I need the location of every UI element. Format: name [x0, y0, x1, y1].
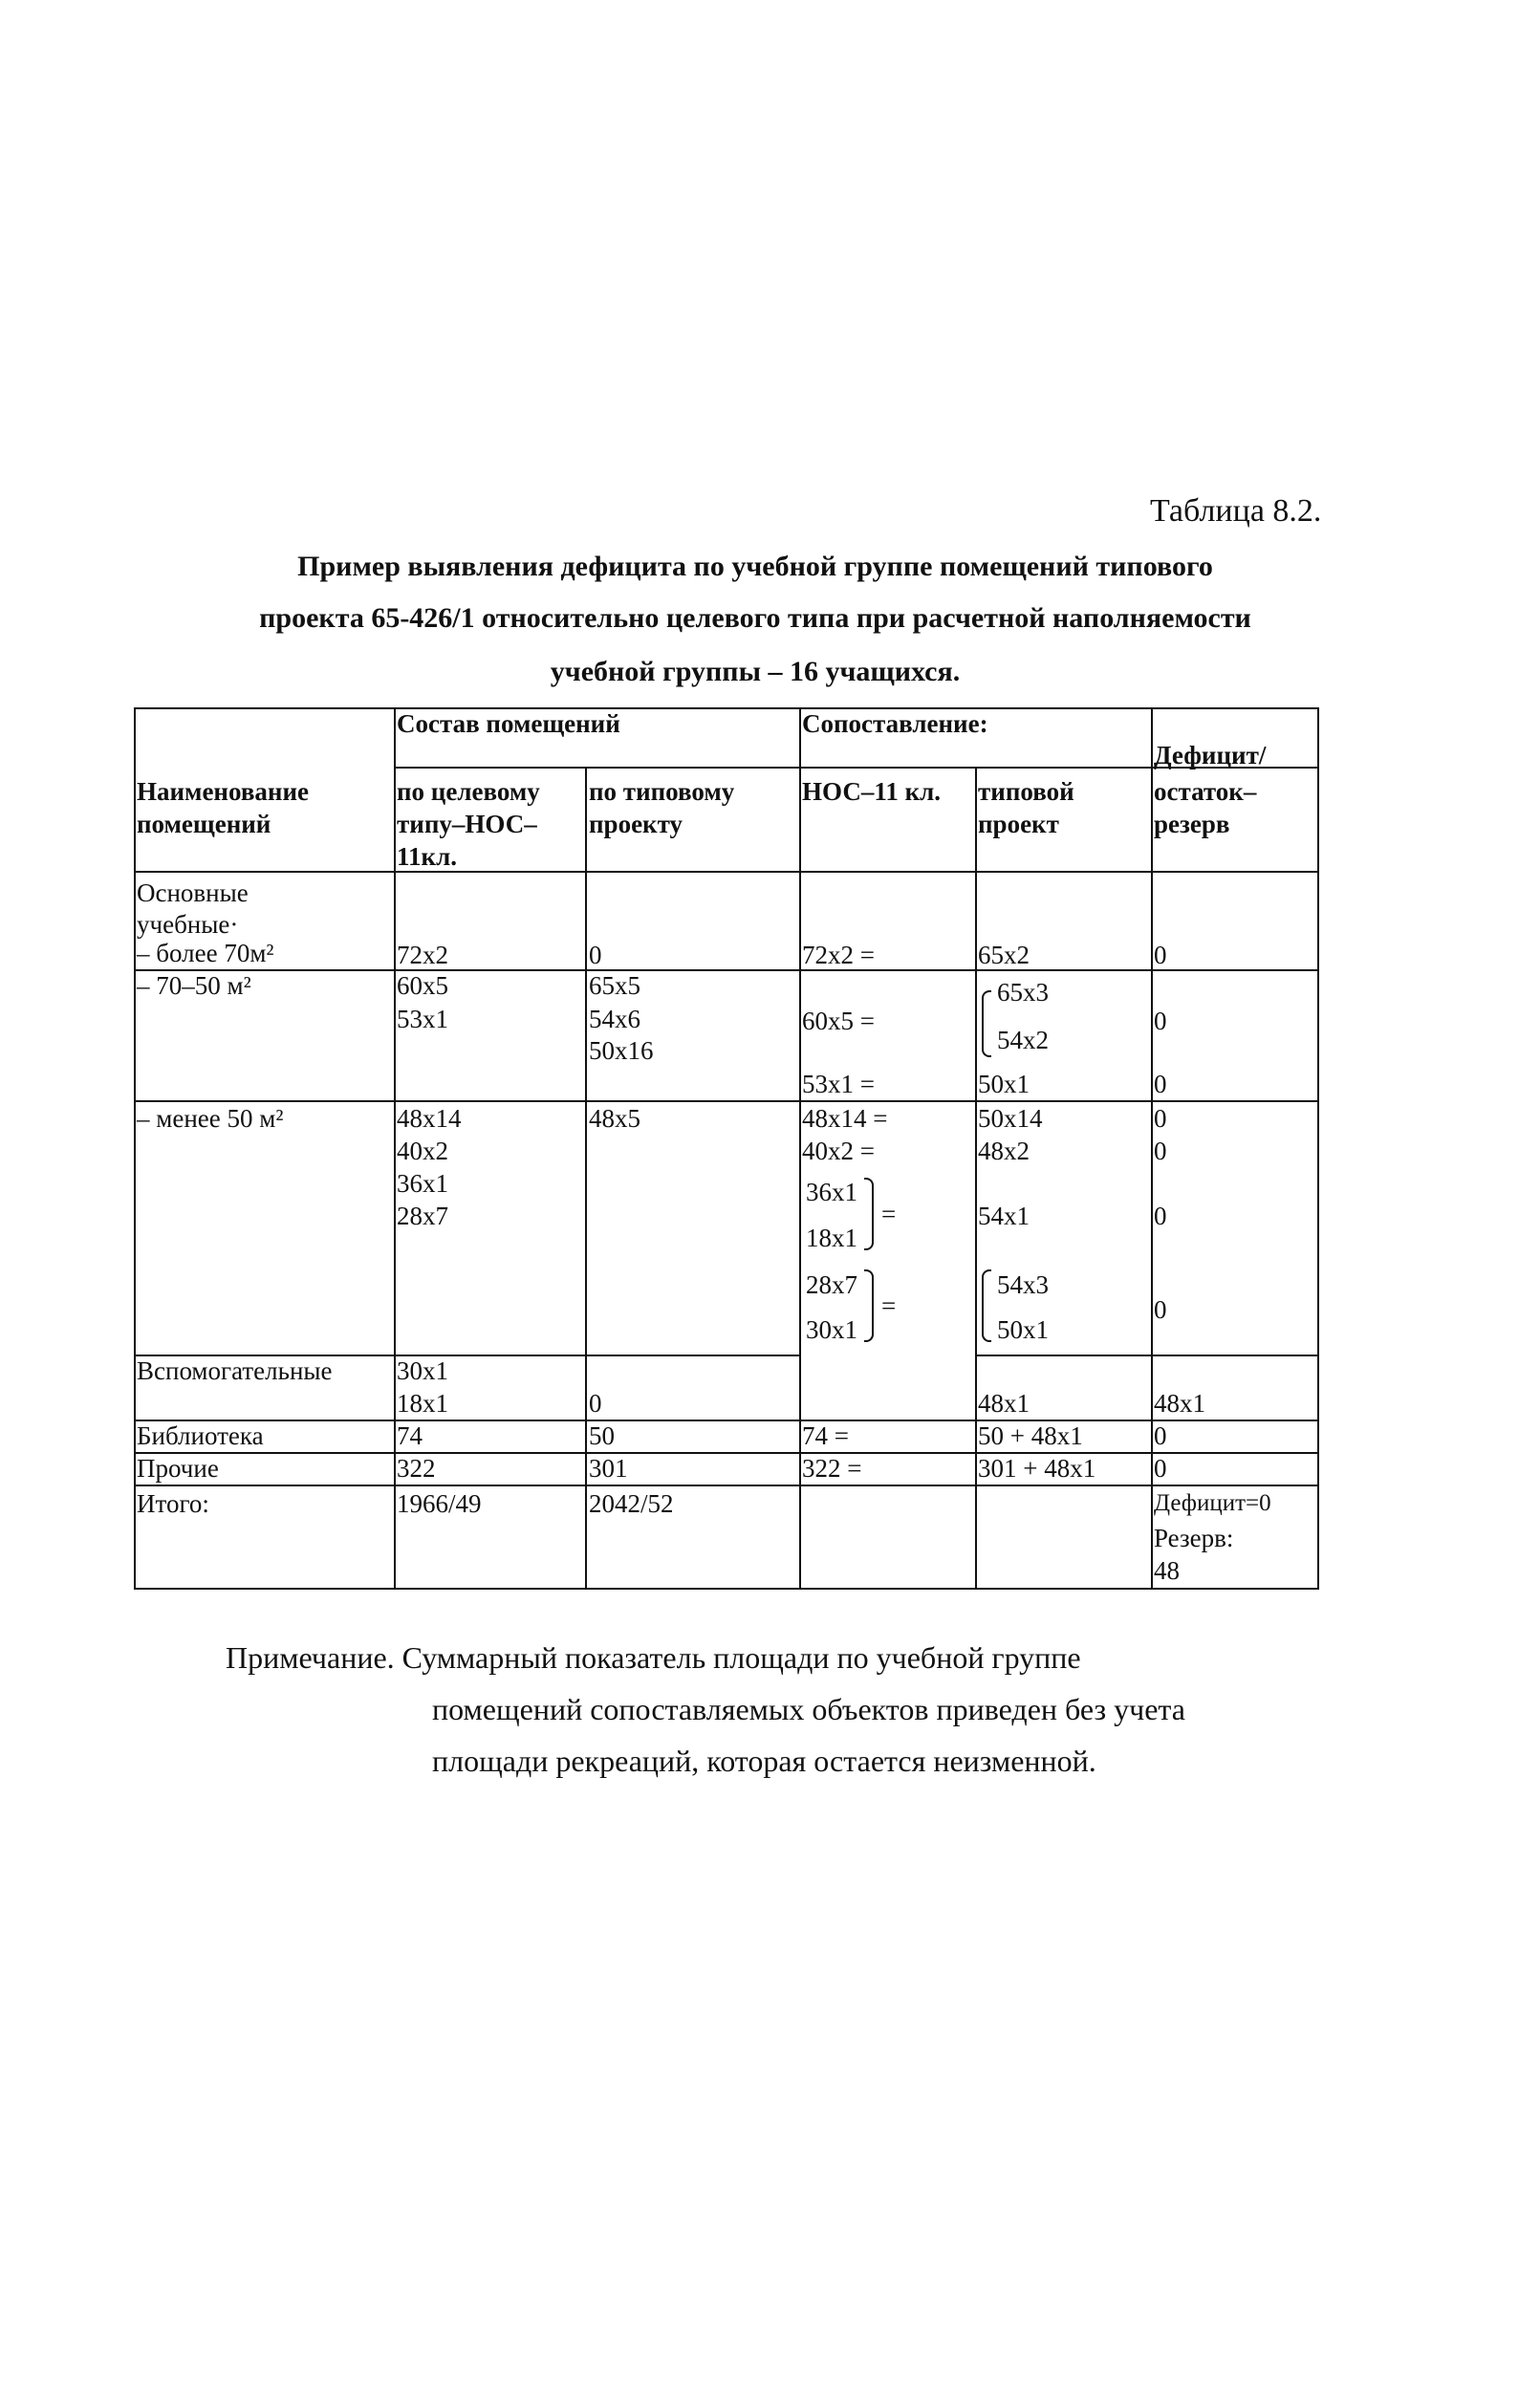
row3-deficit-1: 0: [1154, 1104, 1167, 1133]
header-typ-line-1: типовой: [978, 777, 1074, 806]
header-name-line-2: помещений: [137, 810, 271, 838]
row3-name: – менее 50 м²: [137, 1104, 284, 1133]
row3-nos-3: 36x1: [806, 1178, 857, 1206]
row-line: [134, 1420, 1319, 1421]
table-title-line-2: проекта 65-426/1 относительно целевого типа при расчетной наполняемости: [259, 602, 1251, 634]
col-line: [1151, 707, 1153, 1590]
row6-typical: 301: [589, 1454, 628, 1483]
header-bottom-line: [134, 871, 1319, 873]
table-title-line-1: Пример выявления дефицита по учебной группе помещений типового: [297, 551, 1213, 582]
row3-nos-6: 28x7: [806, 1270, 857, 1299]
row5-target: 74: [397, 1421, 423, 1450]
header-deficit-line-1: Дефицит/: [1154, 741, 1267, 769]
row5-deficit: 0: [1154, 1421, 1167, 1450]
row3-deficit-2: 0: [1154, 1137, 1167, 1165]
row2-target-1: 60x5: [397, 971, 448, 1000]
row3-nos-7: 30x1: [806, 1315, 857, 1344]
row4-target-2: 18x1: [397, 1389, 448, 1418]
row1-deficit: 0: [1154, 941, 1167, 969]
row2-typ-1: 65x3: [997, 978, 1049, 1007]
table-title-line-3: учебной группы – 16 учащихся.: [550, 656, 961, 687]
row2-deficit-1: 0: [1154, 1007, 1167, 1035]
row3-typical: 48x5: [589, 1104, 640, 1133]
row-line: [977, 1355, 1319, 1356]
row3-typ-2: 48x2: [978, 1137, 1030, 1165]
header-target-line-3: 11кл.: [397, 842, 457, 871]
row-line: [134, 1485, 1319, 1486]
row2-nos-2: 53x1 =: [802, 1070, 875, 1098]
row6-nos: 322 =: [802, 1454, 862, 1483]
note-line-3: площади рекреаций, которая остается неизменной.: [432, 1744, 1096, 1778]
note-line-2: помещений сопоставляемых объектов приведен без учета: [432, 1692, 1185, 1726]
row5-typical: 50: [589, 1421, 615, 1450]
row2-typ-2: 54x2: [997, 1026, 1049, 1054]
row2-typ-3: 50x1: [978, 1070, 1030, 1098]
row3-nos-2: 40x2 =: [802, 1137, 875, 1165]
row3-deficit-3: 0: [1154, 1202, 1167, 1230]
header-sostav: Состав помещений: [397, 709, 620, 738]
row4-target-1: 30x1: [397, 1356, 448, 1385]
row3-target-1: 48x14: [397, 1104, 462, 1133]
header-typical-line-1: по типовому: [589, 777, 735, 806]
row3-typ-5: 50x1: [997, 1315, 1049, 1344]
header-name-line-1: Наименование: [137, 777, 309, 806]
header-target-line-2: типу–НОС–: [397, 810, 537, 838]
row3-typ-1: 50x14: [978, 1104, 1043, 1133]
header-typical-line-2: проекту: [589, 810, 683, 838]
row2-target-2: 53x1: [397, 1005, 448, 1033]
table-border-right: [1317, 707, 1319, 1590]
note-line-1: Примечание. Суммарный показатель площади по учебной группе: [226, 1640, 1081, 1675]
header-target-line-1: по целевому: [397, 777, 540, 806]
row1-name-line-3: – более 70м²: [137, 939, 274, 967]
row3-nos-1: 48x14 =: [802, 1104, 888, 1133]
header-nos: НОС–11 кл.: [802, 777, 942, 806]
row7-deficit-3: 48: [1154, 1556, 1180, 1585]
row6-typ: 301 + 48x1: [978, 1454, 1096, 1483]
header-deficit-line-3: резерв: [1154, 810, 1230, 838]
col-line: [799, 707, 801, 1590]
table-border-bottom: [134, 1588, 1319, 1590]
header-typ-line-2: проект: [978, 810, 1059, 838]
row3-nos-eq-2: =: [881, 1291, 897, 1320]
row7-typical: 2042/52: [589, 1489, 674, 1518]
row2-nos-1: 60x5 =: [802, 1007, 875, 1035]
row1-name-line-2: учебные·: [137, 910, 239, 939]
row-line: [134, 1100, 1319, 1102]
row4-name: Вспомогательные: [137, 1356, 333, 1385]
row2-name: – 70–50 м²: [137, 971, 251, 1000]
row2-typical-2: 54x6: [589, 1005, 640, 1033]
row3-nos-eq-1: =: [881, 1200, 897, 1228]
row3-typ-3: 54x1: [978, 1202, 1030, 1230]
curly-brace-icon: [864, 1269, 874, 1342]
row3-target-4: 28x7: [397, 1202, 448, 1230]
row-line: [134, 1452, 1319, 1454]
row2-deficit-2: 0: [1154, 1070, 1167, 1098]
row5-nos: 74 =: [802, 1421, 849, 1450]
row-line: [134, 969, 1319, 971]
row7-deficit-2: Резерв:: [1154, 1524, 1234, 1552]
row1-target: 72x2: [397, 941, 448, 969]
row3-deficit-4: 0: [1154, 1295, 1167, 1324]
row3-typ-4: 54x3: [997, 1270, 1049, 1299]
table-border-left: [134, 707, 136, 1590]
header-compare: Сопоставление:: [802, 709, 988, 738]
row7-deficit-1: Дефицит=0: [1154, 1490, 1271, 1516]
row4-typical: 0: [589, 1389, 602, 1418]
row1-typical: 0: [589, 941, 602, 969]
row4-typ: 48x1: [978, 1389, 1030, 1418]
table-border-top: [134, 707, 1319, 709]
col-line: [394, 707, 396, 1590]
row7-target: 1966/49: [397, 1489, 482, 1518]
row6-deficit: 0: [1154, 1454, 1167, 1483]
row2-typical-1: 65x5: [589, 971, 640, 1000]
row5-typ: 50 + 48x1: [978, 1421, 1083, 1450]
row3-target-3: 36x1: [397, 1169, 448, 1198]
curly-brace-icon: [864, 1178, 874, 1250]
row1-typ: 65x2: [978, 941, 1030, 969]
row3-target-2: 40x2: [397, 1137, 448, 1165]
row3-nos-4: 18x1: [806, 1224, 857, 1252]
table-caption: Таблица 8.2.: [1150, 493, 1322, 529]
col-line: [585, 767, 587, 1590]
row7-name: Итого:: [137, 1489, 209, 1518]
row2-typical-3: 50x16: [589, 1036, 654, 1065]
curly-brace-icon: [982, 990, 991, 1057]
row6-name: Прочие: [137, 1454, 219, 1483]
row4-deficit: 48x1: [1154, 1389, 1205, 1418]
row1-name-line-1: Основные: [137, 878, 249, 907]
row1-nos: 72x2 =: [802, 941, 875, 969]
header-deficit-line-2: остаток–: [1154, 777, 1257, 806]
row5-name: Библиотека: [137, 1421, 264, 1450]
curly-brace-icon: [982, 1269, 991, 1342]
row6-target: 322: [397, 1454, 436, 1483]
col-line: [975, 767, 977, 1590]
